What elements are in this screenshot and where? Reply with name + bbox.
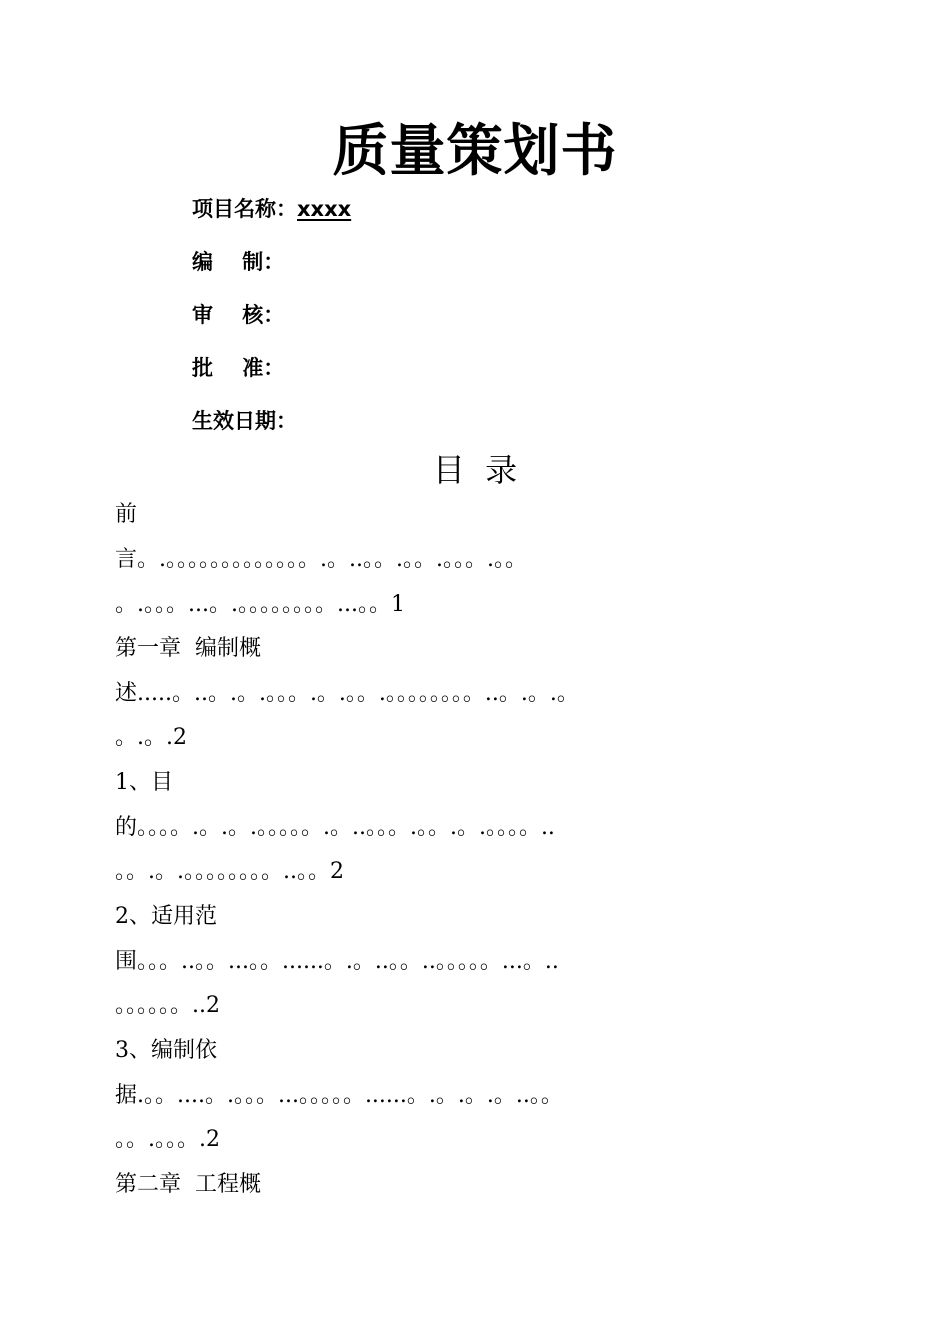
toc-heading: 目 录 (432, 451, 518, 489)
toc-line: 述.....。..。.。.。。。.。.。。.。。。。。。。。..。.。.。 (115, 681, 579, 706)
approve-row (192, 354, 284, 382)
toc-line: 言。.。。。。。。。。。。。。。.。..。。.。。.。。。.。。 (115, 547, 527, 572)
toc-line: 。.。.2 (115, 725, 187, 750)
toc-line: 。.。。。...。.。。。。。。。。...。。1 (115, 592, 405, 617)
project-name-label: 项目名称： (192, 197, 297, 221)
effective-date-row (192, 407, 297, 435)
toc-line: 。。.。.。。。。。。。。..。。2 (115, 859, 344, 884)
toc-line: 。。。。。。..2 (115, 993, 220, 1018)
review-row (192, 301, 284, 329)
project-name-value: xxxx (297, 197, 352, 221)
toc-line: 的。。。。.。.。.。。。。。.。..。。。.。。.。.。。。。.. (115, 815, 555, 840)
toc-line: 前 (115, 502, 138, 527)
toc-line: 第一章 编制概 (115, 636, 261, 661)
toc-line: 1、目 (115, 770, 173, 795)
toc-line: 2、适用范 (115, 904, 217, 929)
document-title: 质量策划书 (332, 119, 618, 184)
compile-label: 编 制： (192, 250, 285, 274)
approve-label: 批 准： (192, 356, 285, 380)
review-label: 审 核： (192, 303, 285, 327)
toc-line: 3、编制依 (115, 1038, 217, 1063)
project-name-row (192, 195, 351, 223)
effective-date-label: 生效日期： (192, 409, 297, 433)
toc-line: 。。.。。。.2 (115, 1127, 220, 1152)
compile-row (192, 248, 284, 276)
toc-line: 第二章 工程概 (115, 1172, 261, 1197)
toc-line: 据.。。....。.。。。...。。。。。......。.。.。.。..。。 (115, 1083, 563, 1108)
toc-line: 围。。。..。。...。。......。.。..。。..。。。。。...。.. (115, 949, 559, 974)
